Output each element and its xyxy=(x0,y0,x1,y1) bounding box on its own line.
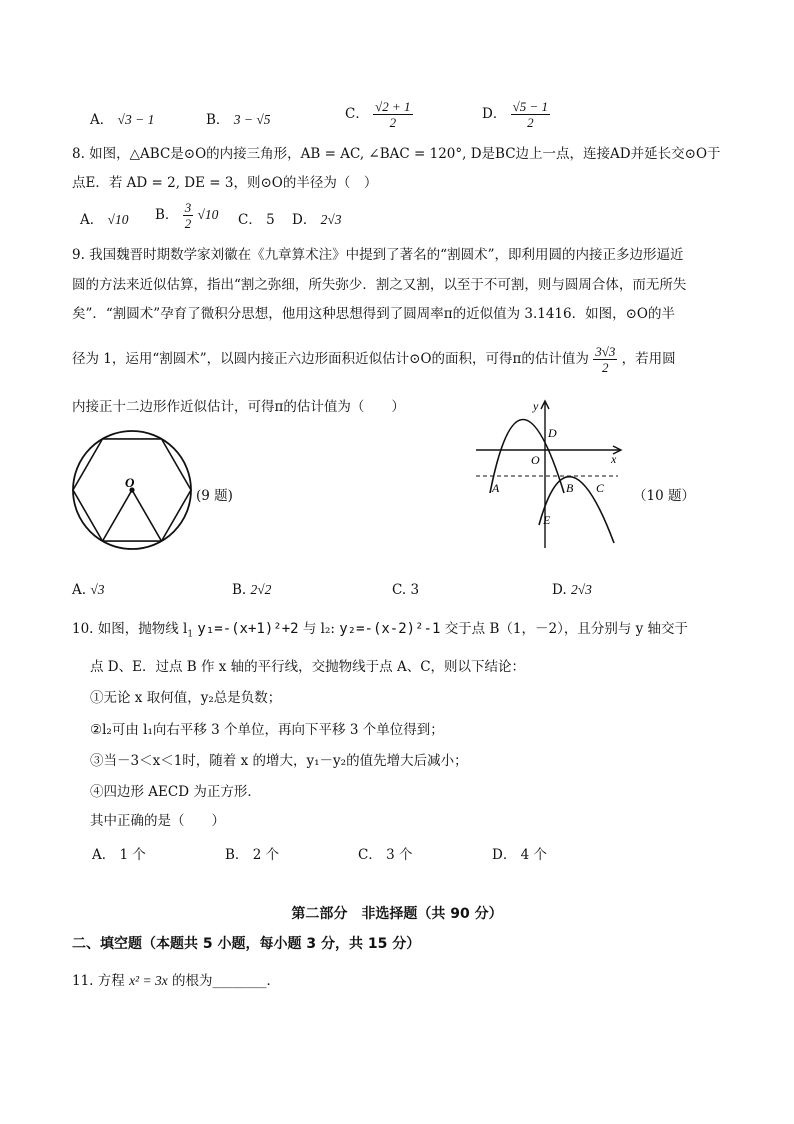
option-value: 3 − √5 xyxy=(233,112,271,127)
q9-line-4-text: 径为 1，运用“割圆术”，以圆内接正六边形面积近似估计⊙O的面积，可得π的估计值为 xyxy=(72,351,589,367)
q10-line-2: 点 D、E．过点 B 作 x 轴的平行线，交抛物线于点 A、C，则以下结论： xyxy=(90,659,526,675)
q10-statement-4: ④四边形 AECD 为正方形． xyxy=(90,784,261,800)
option-value: 3 个 xyxy=(386,847,413,863)
option-letter: D． xyxy=(482,106,507,122)
point-e-label: E xyxy=(543,513,551,527)
option-fraction xyxy=(511,99,550,130)
q11-equation: x² = 3x xyxy=(129,973,168,988)
option-value: 3 xyxy=(410,582,420,598)
option-letter: C. xyxy=(392,582,407,598)
option-letter: D． xyxy=(292,212,317,228)
option-letter: C． xyxy=(238,212,262,228)
q9-line-2: 圆的方法来近似估算，指出“割之弥细，所失弥少．割之又割，以至于不可割，则与圆周合体，而无所失 xyxy=(72,277,687,293)
figure-10-parabolas xyxy=(470,393,630,553)
fraction-numerator: √5 − 1 xyxy=(512,99,549,114)
q8-option-b xyxy=(155,200,218,231)
q9-option-b xyxy=(232,582,271,598)
fraction-denominator: 2 xyxy=(527,115,534,130)
option-letter: A． xyxy=(80,212,104,228)
q7-option-b xyxy=(206,108,271,128)
point-a-label: A xyxy=(492,481,500,495)
fraction-numerator: √2 + 1 xyxy=(375,99,411,114)
point-c-label: C xyxy=(596,481,605,495)
q10-statement-1: ①无论 x 取何值，y₂总是负数； xyxy=(90,690,282,706)
origin-label: O xyxy=(531,453,540,467)
option-letter: D． xyxy=(492,847,517,863)
fraction-denominator: 2 xyxy=(602,360,609,375)
q10-line-1-tail: 交于点 B（1，－2），且分别与 y 轴交于 xyxy=(444,621,689,637)
figure-9-hexagon xyxy=(70,425,200,555)
q10-option-d xyxy=(492,843,547,863)
option-letter: B. xyxy=(232,582,247,598)
q11-suffix: 的根为________． xyxy=(172,973,281,989)
fraction-denominator: 2 xyxy=(389,115,397,130)
q10-option-a xyxy=(92,843,146,863)
option-value: √3 xyxy=(90,582,105,597)
q9-line-5: 内接正十二边形作近似估计，可得π的估计值为（ ） xyxy=(72,399,405,415)
radius-left xyxy=(103,490,133,541)
option-letter: B． xyxy=(155,207,179,223)
q9-option-d xyxy=(552,582,592,598)
option-letter: C． xyxy=(358,847,382,863)
fraction-numerator: 3√3 xyxy=(595,344,616,359)
q7-option-c xyxy=(345,99,413,130)
option-value: 2√2 xyxy=(250,582,272,597)
option-letter: A. xyxy=(72,582,87,598)
option-fraction xyxy=(373,99,412,130)
q8-line-1: 8. 如图，△ABC是⊙O的内接三角形，AB = AC, ∠BAC = 120°, D是BC边上一点，连接AD并延长交⊙O于 xyxy=(72,146,721,162)
point-d-label: D xyxy=(548,426,557,440)
radius-right xyxy=(132,490,162,541)
q9-line-3: 矣”．“割圆术”孕育了微积分思想，他用这种思想得到了圆周率π的近似值为 3.1416．如图，⊙O的半 xyxy=(72,306,675,322)
option-letter: A． xyxy=(92,847,116,863)
option-letter: C． xyxy=(345,106,369,122)
option-letter: B． xyxy=(206,112,230,128)
q10-option-b xyxy=(225,843,279,863)
fraction-denominator: 2 xyxy=(184,216,192,231)
option-letter: D. xyxy=(552,582,567,598)
option-value: √3 − 1 xyxy=(117,112,155,127)
option-value: 1 个 xyxy=(119,847,146,863)
q8-option-d xyxy=(292,208,342,228)
option-value: √10 xyxy=(197,207,219,222)
q7-option-d xyxy=(482,99,550,130)
q10-statement-3: ③当－3＜x＜1时，随着 x 的增大，y₁－y₂的值先增大后减小； xyxy=(90,753,468,769)
section-2-title: 二、填空题（本题共 5 小题，每小题 3 分，共 15 分） xyxy=(72,936,421,952)
q8-option-a xyxy=(80,208,128,228)
option-value: 2√3 xyxy=(320,212,342,227)
q8-line-2: 点E．若 AD = 2, DE = 3，则⊙O的半径为（ ） xyxy=(72,175,378,191)
option-fraction xyxy=(183,200,194,231)
q10-option-c xyxy=(358,843,413,863)
q10-line-1 xyxy=(72,620,688,644)
pi-estimate-fraction xyxy=(593,344,617,375)
q10-line-1-mid: 与 l₂: xyxy=(302,621,335,637)
q10-question: 其中正确的是（ ） xyxy=(90,813,225,829)
figure-9-label: (9 题) xyxy=(196,488,233,504)
q11-line xyxy=(72,972,280,990)
option-value: 2√3 xyxy=(570,582,592,597)
option-letter: B． xyxy=(225,847,249,863)
fraction-numerator: 3 xyxy=(184,200,192,215)
x-axis-label: x xyxy=(611,452,617,466)
q9-line-4 xyxy=(72,344,676,375)
option-value: 4 个 xyxy=(520,847,548,863)
q9-line-1: 9. 我国魏晋时期数学家刘徽在《九章算术注》中提到了著名的“割圆术”，即利用圆的内接正多边形逼近 xyxy=(72,247,684,263)
option-letter: A． xyxy=(90,112,114,128)
q10-equation-2: y₂=-(x-2)²-1 xyxy=(339,621,441,637)
q9-line-4-tail: ，若用圆 xyxy=(621,351,676,367)
q10-equation-1: y₁=-(x+1)²+2 xyxy=(197,621,299,637)
option-value: 5 xyxy=(266,212,275,228)
q8-option-c xyxy=(238,208,275,228)
center-label: O xyxy=(125,475,135,490)
q10-statement-2: ②l₂可由 l₁向右平移 3 个单位，再向下平移 3 个单位得到； xyxy=(90,722,444,738)
q10-line-1-intro: 10. 如图，抛物线 l xyxy=(72,621,188,637)
option-value: √10 xyxy=(107,212,129,227)
q9-option-c xyxy=(392,582,419,598)
option-value: 2 个 xyxy=(252,847,280,863)
q9-option-a xyxy=(72,582,105,598)
l1-subscript: 1 xyxy=(187,629,194,640)
part-2-title: 第二部分 非选择题（共 90 分） xyxy=(291,906,503,922)
q11-prefix: 11. 方程 xyxy=(72,973,125,989)
y-axis-label: y xyxy=(533,399,539,413)
point-b-label: B xyxy=(566,481,574,495)
q7-option-a xyxy=(90,108,154,128)
figure-10-label: （10 题） xyxy=(633,488,695,504)
